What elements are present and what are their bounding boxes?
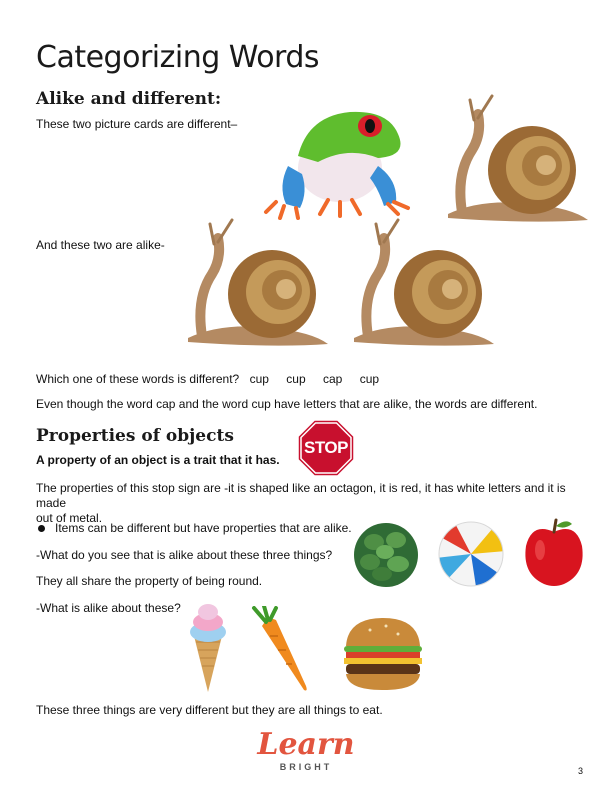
learn-bright-logo bbox=[252, 727, 360, 772]
beach-ball-image bbox=[438, 520, 504, 588]
ice-cream-image bbox=[186, 602, 230, 694]
logo-word: Learn bbox=[257, 727, 355, 762]
question-eat: -What is alike about these? bbox=[36, 601, 181, 615]
apple-image bbox=[522, 516, 586, 588]
answer-eat: These three things are very different but they are all things to eat. bbox=[36, 703, 383, 717]
frog-image bbox=[258, 96, 418, 220]
snail-image bbox=[348, 218, 498, 348]
answer-round: They all share the property of being round. bbox=[36, 574, 263, 588]
snail-image bbox=[182, 218, 332, 348]
burger-image bbox=[340, 614, 426, 692]
bullet-item bbox=[38, 521, 352, 536]
word-option: cup bbox=[286, 372, 306, 386]
logo-subtext: BRIGHT bbox=[279, 762, 333, 772]
section-heading-alike: Alike and different: bbox=[36, 89, 222, 109]
explanation-text: Even though the word cap and the word cup have letters that are alike, the words are different. bbox=[36, 397, 538, 411]
stop-sign-image bbox=[298, 420, 354, 476]
different-text: These two picture cards are different– bbox=[36, 117, 238, 131]
carrot-image bbox=[250, 606, 314, 694]
stop-description-line: The properties of this stop sign are -it is shaped like an octagon, it is red, it has white letters and it is made bbox=[36, 481, 566, 510]
page-number: 3 bbox=[578, 766, 584, 776]
word-option: cap bbox=[322, 372, 343, 386]
page-title: Categorizing Words bbox=[36, 40, 320, 75]
question-text: Which one of these words is different? bbox=[36, 372, 240, 386]
plant-image bbox=[352, 522, 420, 588]
section-heading-properties: Properties of objects bbox=[36, 426, 234, 446]
bullet-dot-icon bbox=[38, 525, 45, 532]
stop-sign-label: STOP bbox=[304, 438, 348, 457]
word-option: cup bbox=[359, 372, 380, 386]
stop-description-line: out of metal. bbox=[36, 511, 103, 525]
snail-image bbox=[442, 94, 592, 224]
definition-text: A property of an object is a trait that it has. bbox=[36, 453, 280, 467]
alike-text: And these two are alike- bbox=[36, 238, 165, 252]
word-option: cup bbox=[249, 372, 269, 386]
question-round: -What do you see that is alike about these three things? bbox=[36, 548, 333, 562]
bullet-text: Items can be different but have properties that are alike. bbox=[55, 521, 352, 535]
word-question bbox=[36, 372, 379, 387]
